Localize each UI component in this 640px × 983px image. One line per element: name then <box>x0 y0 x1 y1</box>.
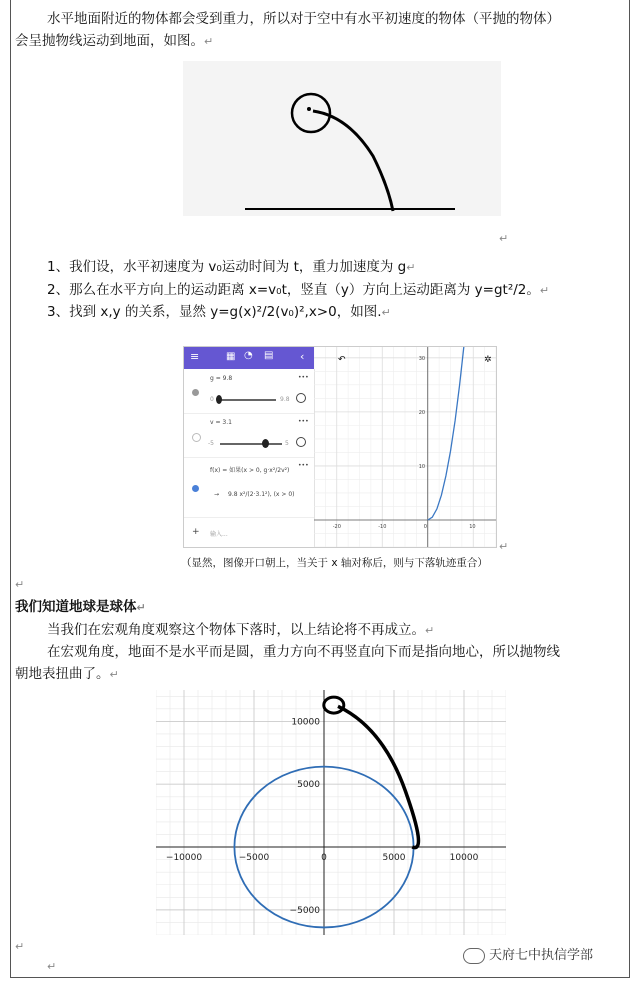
v-min: -5 <box>208 440 214 447</box>
x-tick-label: 10000 <box>449 853 479 864</box>
geogebra-toolbar <box>184 347 314 369</box>
ball-dot <box>307 107 311 111</box>
return-mark: ↵ <box>15 578 25 591</box>
calculator-icon[interactable]: ▦ <box>226 351 236 362</box>
table-icon[interactable]: ▤ <box>264 350 274 361</box>
g-min: 0 <box>210 396 214 403</box>
g-slider[interactable] <box>218 399 276 401</box>
document-page <box>10 0 630 978</box>
x-tick-label: 5000 <box>382 853 406 864</box>
more-icon[interactable]: ••• <box>298 418 309 425</box>
section-heading: 我们知道地球是球体↵ <box>15 599 146 615</box>
play-icon[interactable] <box>296 393 306 403</box>
g-max: 9.8 <box>280 396 290 403</box>
geogebra-graphics-view[interactable] <box>314 347 496 547</box>
v-slider-handle[interactable] <box>262 439 269 448</box>
v-label: v = 3.1 <box>210 419 232 426</box>
f-label: f(x) = 如果(x > 0, g·x²/2v²) <box>210 467 290 474</box>
geogebra-screenshot <box>183 346 497 548</box>
visibility-toggle[interactable] <box>192 389 199 396</box>
visibility-toggle[interactable] <box>192 433 201 442</box>
y-tick-label: 10 <box>418 463 426 470</box>
figure-caption: （显然，图像开口朝上，当关于 x 轴对称后，则与下落轨迹重合） <box>181 557 488 569</box>
tools-icon[interactable]: ◔ <box>244 350 253 361</box>
algebra-panel <box>184 369 315 547</box>
x-tick-label: 10 <box>469 523 476 530</box>
paragraph-gravity-line1: 在宏观角度，地面不是水平而是圆，重力方向不再竖直向下而是指向地心，所以抛物线 <box>47 644 560 660</box>
x-tick-label: -20 <box>332 523 341 530</box>
step-2: 2、那么在水平方向上的运动距离 x=v₀t，竖直（y）方向上运动距离为 y=gt²/2。↵ <box>47 282 550 298</box>
curved-trajectory <box>338 706 418 847</box>
x-tick-label: −10000 <box>165 853 203 864</box>
g-label: g = 9.8 <box>210 375 233 382</box>
collapse-icon[interactable]: ‹ <box>300 350 305 363</box>
return-mark: ↵ <box>15 940 25 953</box>
input-bar[interactable]: 输入... <box>210 531 228 538</box>
g-slider-handle[interactable] <box>216 395 222 404</box>
y-tick-label: 5000 <box>297 780 320 791</box>
return-mark: ↵ <box>499 540 509 553</box>
parabola-curve <box>428 347 469 520</box>
v-max: 5 <box>285 440 289 447</box>
more-icon[interactable]: ••• <box>298 374 309 381</box>
x-tick-label: −5000 <box>238 853 270 864</box>
paragraph-intro-line1: 水平地面附近的物体都会受到重力，所以对于空中有水平初速度的物体（平抛的物体） <box>47 11 560 27</box>
y-tick-label: 30 <box>418 355 426 362</box>
return-mark: ↵ <box>499 232 509 245</box>
add-icon[interactable]: + <box>192 527 200 537</box>
y-tick-label: −5000 <box>289 905 320 916</box>
algebra-row-g[interactable] <box>184 369 314 414</box>
undo-icon[interactable]: ↶ <box>338 355 346 365</box>
more-icon[interactable]: ••• <box>298 462 309 469</box>
step-3: 3、找到 x,y 的关系，显然 y=g(x)²/2(v₀)²,x>0，如图.↵ <box>47 304 391 320</box>
step-1: 1、我们设，水平初速度为 v₀运动时间为 t，重力加速度为 g↵ <box>47 259 416 275</box>
play-icon[interactable] <box>296 437 306 447</box>
return-mark: ↵ <box>47 960 57 973</box>
y-tick-label: 10000 <box>291 717 320 728</box>
x-tick-label: 0 <box>321 853 327 864</box>
arrow-icon: → <box>214 491 220 498</box>
x-tick-label: -10 <box>378 523 387 530</box>
x-tick-label: 0 <box>423 523 427 530</box>
paragraph-macro: 当我们在宏观角度观察这个物体下落时，以上结论将不再成立。↵ <box>47 622 435 638</box>
paragraph-intro-line2: 会呈抛物线运动到地面，如图。↵ <box>15 33 214 49</box>
algebra-row-v[interactable] <box>184 413 314 458</box>
menu-icon[interactable]: ≡ <box>190 350 200 363</box>
earth-figure <box>156 690 506 935</box>
algebra-row-f[interactable] <box>184 457 314 518</box>
sketch-figure <box>183 61 501 216</box>
object-scribble <box>324 697 344 713</box>
wechat-icon <box>463 948 485 964</box>
paragraph-gravity-line2: 朝地表扭曲了。↵ <box>15 666 119 682</box>
v-slider[interactable] <box>220 443 282 445</box>
f-result: 9.8 x²/(2·3.1²), (x > 0) <box>228 491 295 498</box>
watermark: 天府七中执信学部 <box>463 944 593 964</box>
sketch-svg <box>183 61 501 216</box>
settings-gear-icon[interactable]: ✲ <box>484 355 492 365</box>
visibility-toggle[interactable] <box>192 485 199 492</box>
y-tick-label: 20 <box>418 409 426 416</box>
